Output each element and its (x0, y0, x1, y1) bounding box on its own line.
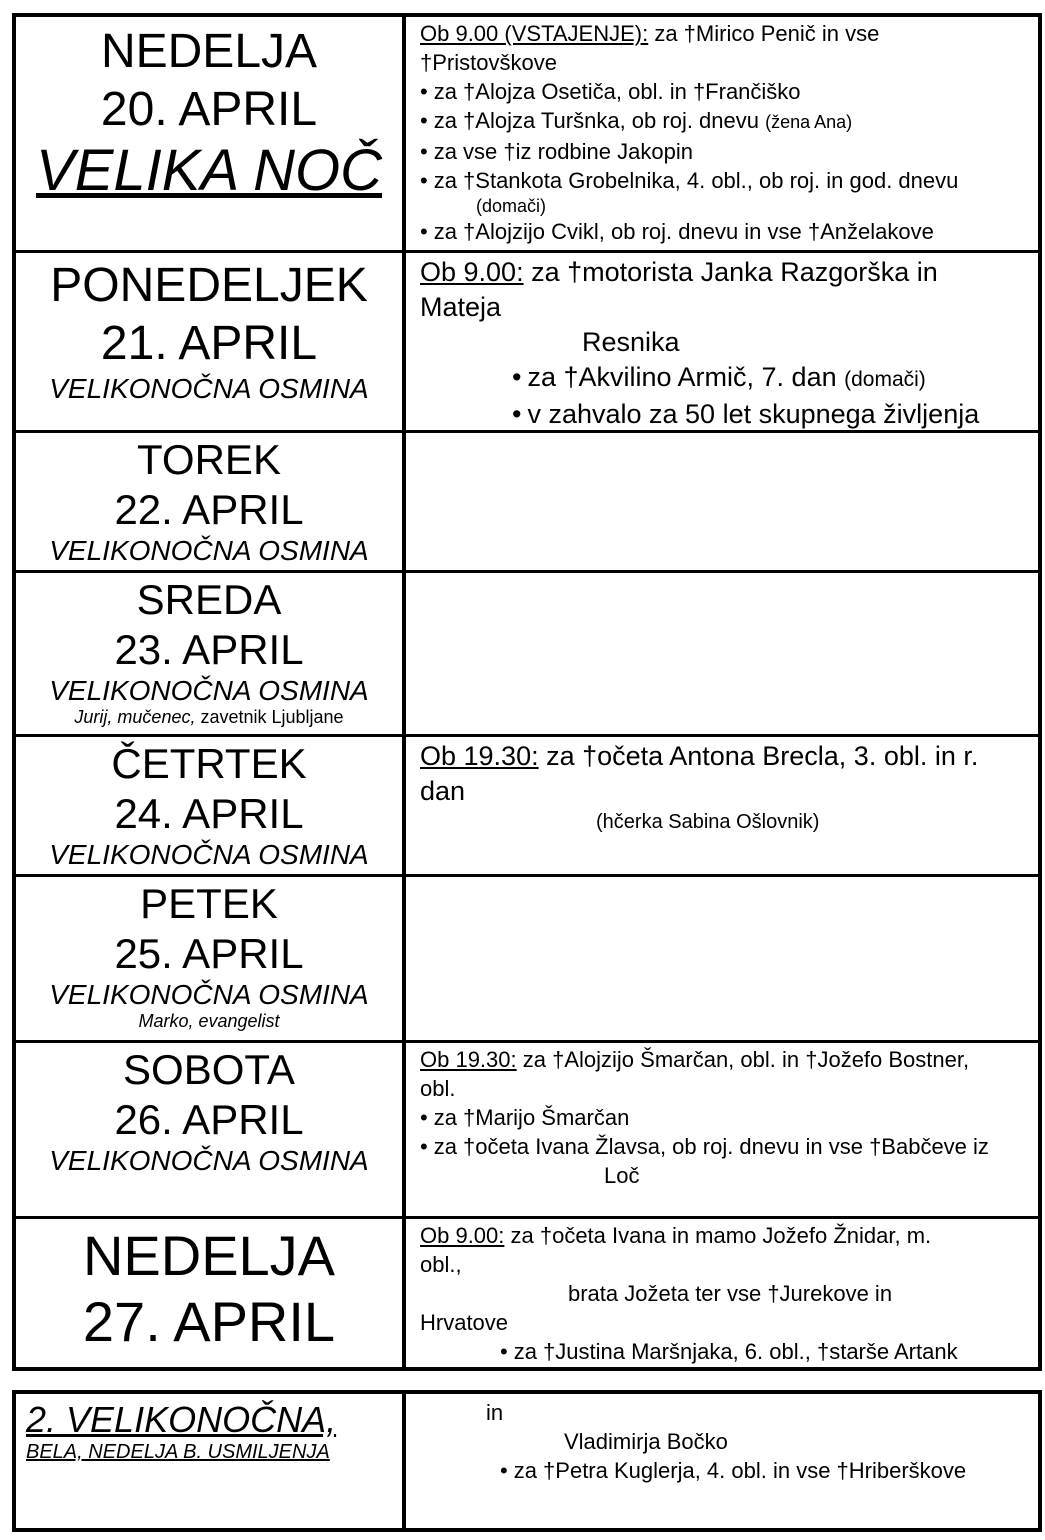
day-date: 21. APRIL (100, 317, 318, 370)
mass-cell (410, 573, 1038, 734)
day-name: TOREK (137, 436, 281, 483)
day-cell (16, 253, 406, 430)
day-name: SREDA (136, 576, 282, 623)
mass-line: dan (420, 776, 466, 806)
mass-line: • za vse †iz rodbine Jakopin (420, 139, 693, 164)
day-date: 25. APRIL (114, 930, 304, 977)
mass-text: za †Mirico Penič in vse (648, 21, 880, 46)
row-second-sunday (16, 1394, 1038, 1528)
mass-line: Vladimirja Bočko (564, 1429, 728, 1454)
day-cell (16, 877, 406, 1040)
saint-label: Jurij, mučenec, zavetnik Ljubljane (74, 707, 344, 727)
day-name: NEDELJA (82, 1224, 336, 1287)
mass-note: (hčerka Sabina Ošlovnik) (596, 811, 820, 833)
day-date: 26. APRIL (114, 1096, 304, 1143)
mass-time: Ob 19.30: (420, 741, 539, 771)
octave-label: VELIKONOČNA OSMINA (49, 839, 369, 870)
feast-subtitle: BELA, NEDELJA B. USMILJENJA (26, 1441, 330, 1463)
feast-title: VELIKA NOČ (36, 138, 382, 203)
day-name: ČETRTEK (111, 740, 307, 787)
day-cell (16, 433, 406, 570)
octave-label: VELIKONOČNA OSMINA (49, 535, 369, 566)
mass-line: Ob 9.00: za †motorista Janka Razgorška in (420, 257, 938, 287)
mass-line: Ob 19.30: za †očeta Antona Brecla, 3. obl. in r. (420, 741, 979, 771)
row-nedelja-27 (16, 1219, 1038, 1369)
day-cell (16, 17, 406, 250)
mass-line: Ob 19.30: za †Alojzijo Šmarčan, obl. in †Jožefo Bostner, (420, 1047, 970, 1072)
mass-cell (410, 877, 1038, 1040)
day-date: 23. APRIL (114, 626, 304, 673)
mass-time: Ob 19.30: (420, 1047, 517, 1072)
mass-cell (410, 17, 1038, 250)
mass-cell (410, 433, 1038, 570)
mass-note: (žena Ana) (765, 112, 853, 132)
mass-line: • za †Alojzijo Cvikl, ob roj. dnevu in vse †Anželakove (420, 219, 934, 244)
row-cetrtek-24 (16, 737, 1038, 877)
day-cell (16, 737, 406, 874)
schedule-table (12, 13, 1042, 1371)
mass-time: Ob 9.00: (420, 1223, 505, 1248)
mass-note: (domači) (476, 196, 547, 216)
mass-line: Mateja (420, 292, 502, 322)
mass-cell (410, 253, 1038, 430)
mass-line: • za †očeta Ivana Žlavsa, ob roj. dnevu in vse †Babčeve iz (420, 1134, 989, 1159)
day-date: 20. APRIL (100, 83, 318, 136)
day-cell (16, 1219, 406, 1369)
day-name: PONEDELJEK (50, 259, 368, 312)
mass-line: • za †Petra Kuglerja, 4. obl. in vse †Hriberškove (500, 1458, 967, 1483)
mass-cell (410, 1394, 1038, 1528)
day-name: SOBOTA (123, 1046, 295, 1093)
mass-line: obl., (420, 1252, 462, 1277)
mass-line: brata Jožeta ter vse †Jurekove in (568, 1281, 893, 1306)
day-name: NEDELJA (100, 25, 318, 78)
mass-line: †Pristovškove (420, 50, 557, 75)
row-ponedeljek-21 (16, 253, 1038, 433)
row-nedelja-20 (16, 17, 1038, 253)
mass-line: Ob 9.00: za †očeta Ivana in mamo Jožefo Žnidar, m. (420, 1223, 932, 1248)
row-petek-25 (16, 877, 1038, 1043)
day-cell (16, 1394, 406, 1528)
mass-cell (410, 1043, 1038, 1216)
mass-line: Resnika (582, 327, 680, 357)
row-torek-22 (16, 433, 1038, 573)
mass-note: (domači) (844, 368, 926, 391)
mass-line: Hrvatove (420, 1310, 509, 1335)
octave-label: VELIKONOČNA OSMINA (49, 1145, 369, 1176)
mass-cell (410, 737, 1038, 874)
continuation-table (12, 1390, 1042, 1532)
mass-line: • v zahvalo za 50 let skupnega življenja (512, 399, 980, 429)
mass-line: • za †Akvilino Armič, 7. dan (domači) (512, 362, 926, 392)
feast-title: 2. VELIKONOČNA, (26, 1399, 337, 1440)
row-sreda-23 (16, 573, 1038, 737)
mass-time: Ob 9.00 (VSTAJENJE): (420, 21, 649, 46)
row-sobota-26 (16, 1043, 1038, 1219)
octave-label: VELIKONOČNA OSMINA (49, 675, 369, 706)
octave-label: VELIKONOČNA OSMINA (49, 979, 369, 1010)
day-date: 24. APRIL (114, 790, 304, 837)
day-name: PETEK (140, 880, 278, 927)
mass-line: • za †Alojza Turšnka, ob roj. dnevu (žena Ana) (420, 108, 853, 133)
octave-label: VELIKONOČNA OSMINA (49, 373, 369, 404)
mass-line: • za †Alojza Osetiča, obl. in †Frančiško (420, 79, 801, 104)
saint-label: Marko, evangelist (138, 1011, 280, 1031)
day-date: 22. APRIL (114, 486, 304, 533)
day-date: 27. APRIL (82, 1290, 336, 1353)
mass-line: • za †Marijo Šmarčan (420, 1105, 630, 1130)
mass-line: in (486, 1400, 504, 1425)
day-cell (16, 1043, 406, 1216)
mass-line: • za †Justina Maršnjaka, 6. obl., †starše Artank (500, 1339, 958, 1364)
day-cell (16, 573, 406, 734)
mass-cell (410, 1219, 1038, 1369)
mass-line: Loč (604, 1163, 640, 1188)
mass-line (420, 19, 1032, 48)
mass-time: Ob 9.00: (420, 257, 524, 287)
mass-line: obl. (420, 1076, 456, 1101)
mass-line: • za †Stankota Grobelnika, 4. obl., ob roj. in god. dnevu (420, 168, 959, 193)
